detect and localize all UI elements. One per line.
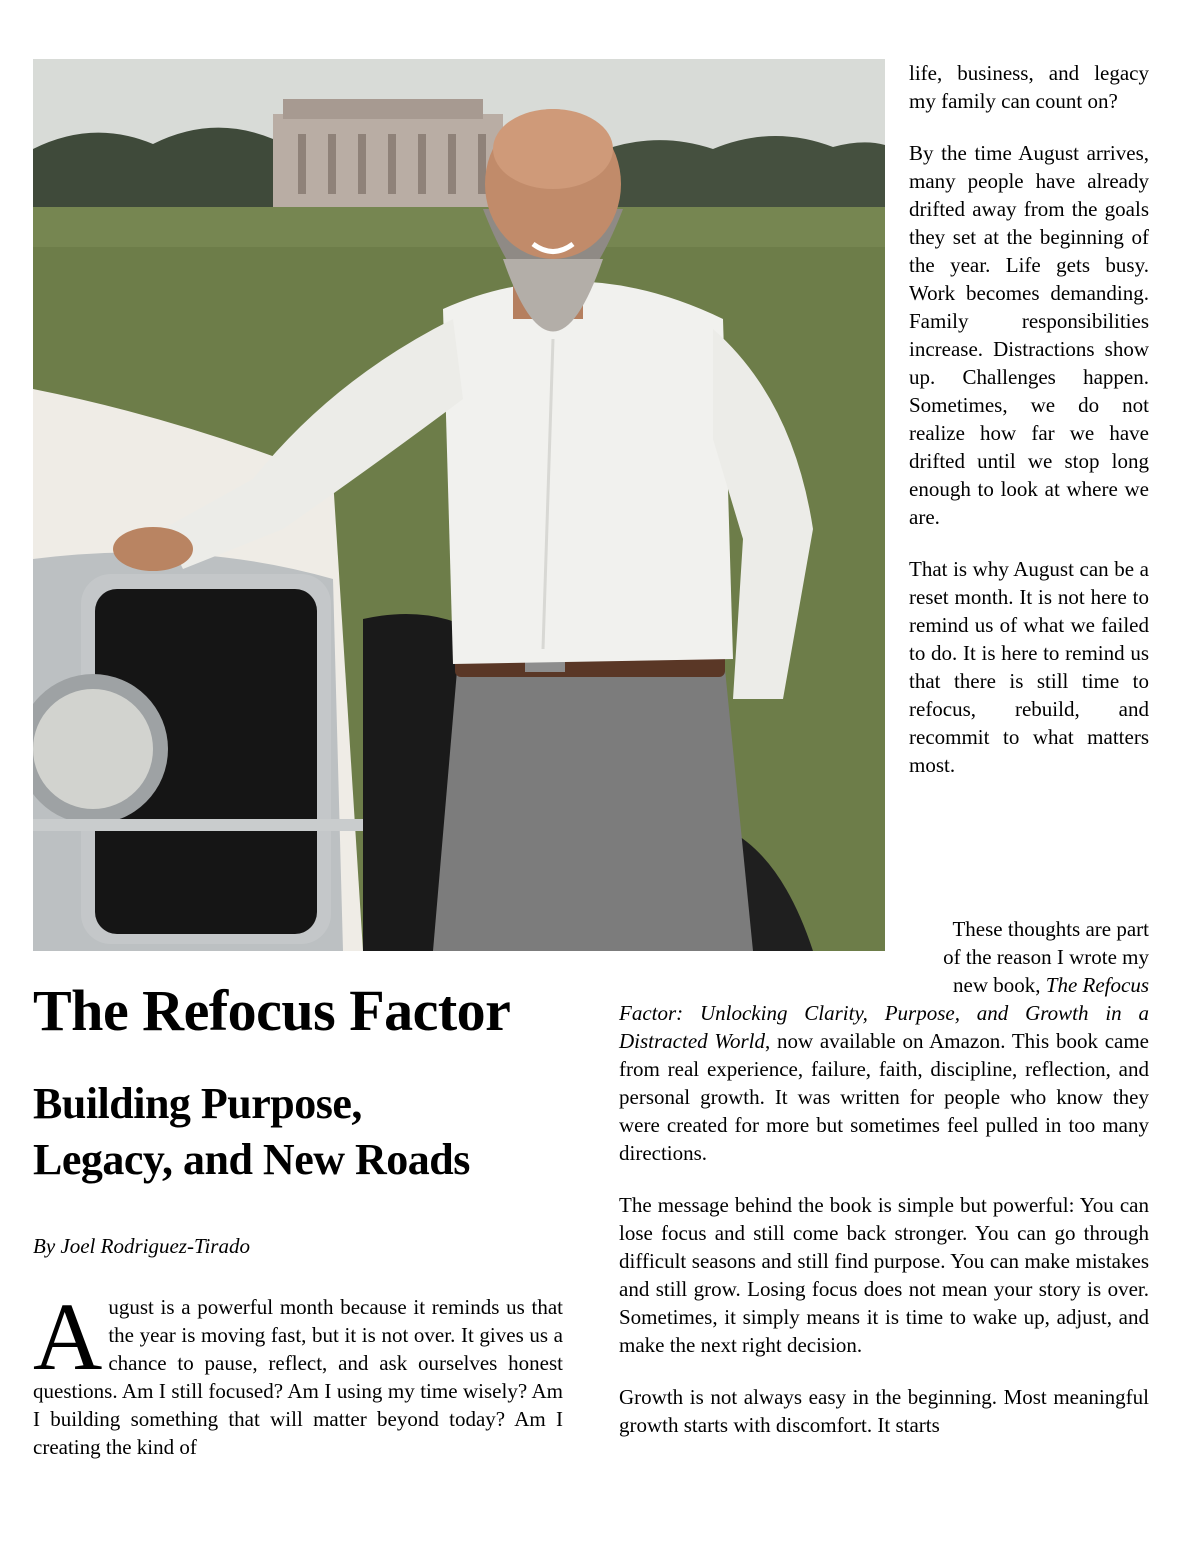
right-column — [619, 999, 1149, 1463]
article-header — [33, 976, 593, 1258]
side-paragraph-3: That is why August can be a reset month. It is not here to remind us of what we failed to do. It is here to remind us that there is still time to refocus, rebuild, and recommit to what matters most. — [909, 557, 1149, 777]
side-paragraph-4-rest: , now available on Amazon. This book came from real experience, failure, faith, discipline, reflection, and personal growth. It was written for people who know they were created for more but sometimes feel pulled in too many directions. — [619, 1029, 1150, 1165]
hero-photo — [33, 59, 885, 951]
side-paragraph-2: By the time August arrives, many people have already drifted away from the goals they set at the beginning of the year. Life gets busy. Work becomes demanding. Family responsibilities increase. Distractions show up. Challenges happen. Sometimes, we do not realize how far we have drifted until we stop long enough to look at where we are. — [909, 141, 1149, 529]
man-with-vintage-car-photo — [33, 59, 885, 951]
drop-cap: A — [33, 1283, 103, 1390]
book-title-part-1: The Refocus — [1045, 973, 1149, 997]
side-paragraph-4-line-3-text: new book, — [953, 973, 1046, 997]
article-subtitle-line-2: Legacy, and New Roads — [33, 1135, 470, 1184]
lead-paragraph — [33, 1283, 563, 1461]
right-paragraph-5: The message behind the book is simple but powerful: You can lose focus and still come back stronger. You can go through difficult seasons and still find purpose. You can make mistakes and still grow. Losing focus does not mean your story is over. Sometimes, it simply means it is time to wake up, adjust, and make the next right decision. — [619, 1193, 1149, 1357]
side-paragraph-1: life, business, and legacy my family can count on? — [909, 61, 1149, 113]
side-column — [909, 59, 1149, 803]
side-paragraph-4-line-3 — [899, 971, 1149, 999]
article-title: The Refocus Factor — [33, 978, 511, 1043]
side-paragraph-4-line-1: These thoughts are part — [952, 917, 1149, 941]
article-subtitle-line-1: Building Purpose, — [33, 1079, 362, 1128]
side-paragraph-4-continued — [619, 999, 1149, 1167]
article-subtitle — [33, 1076, 593, 1188]
right-paragraph-6: Growth is not always easy in the beginning. Most meaningful growth starts with discomfort. It starts — [619, 1385, 1149, 1437]
book-title-part-2: Factor: Unlocking Clarity, Purpose, and Growth in a Distracted World — [619, 1001, 1149, 1053]
article-byline: By Joel Rodriguez-Tirado — [33, 1234, 250, 1258]
lead-paragraph-text: ugust is a powerful month because it reminds us that the year is moving fast, but it is not over. It gives us a chance to pause, reflect, and ask ourselves honest questions. Am I still focused? Am I using my time wisely? Am I building something that will matter beyond today? Am I creating the kind of — [33, 1295, 563, 1459]
side-paragraph-4-start — [899, 915, 1149, 999]
side-paragraph-4-line-2: of the reason I wrote my — [943, 945, 1149, 969]
